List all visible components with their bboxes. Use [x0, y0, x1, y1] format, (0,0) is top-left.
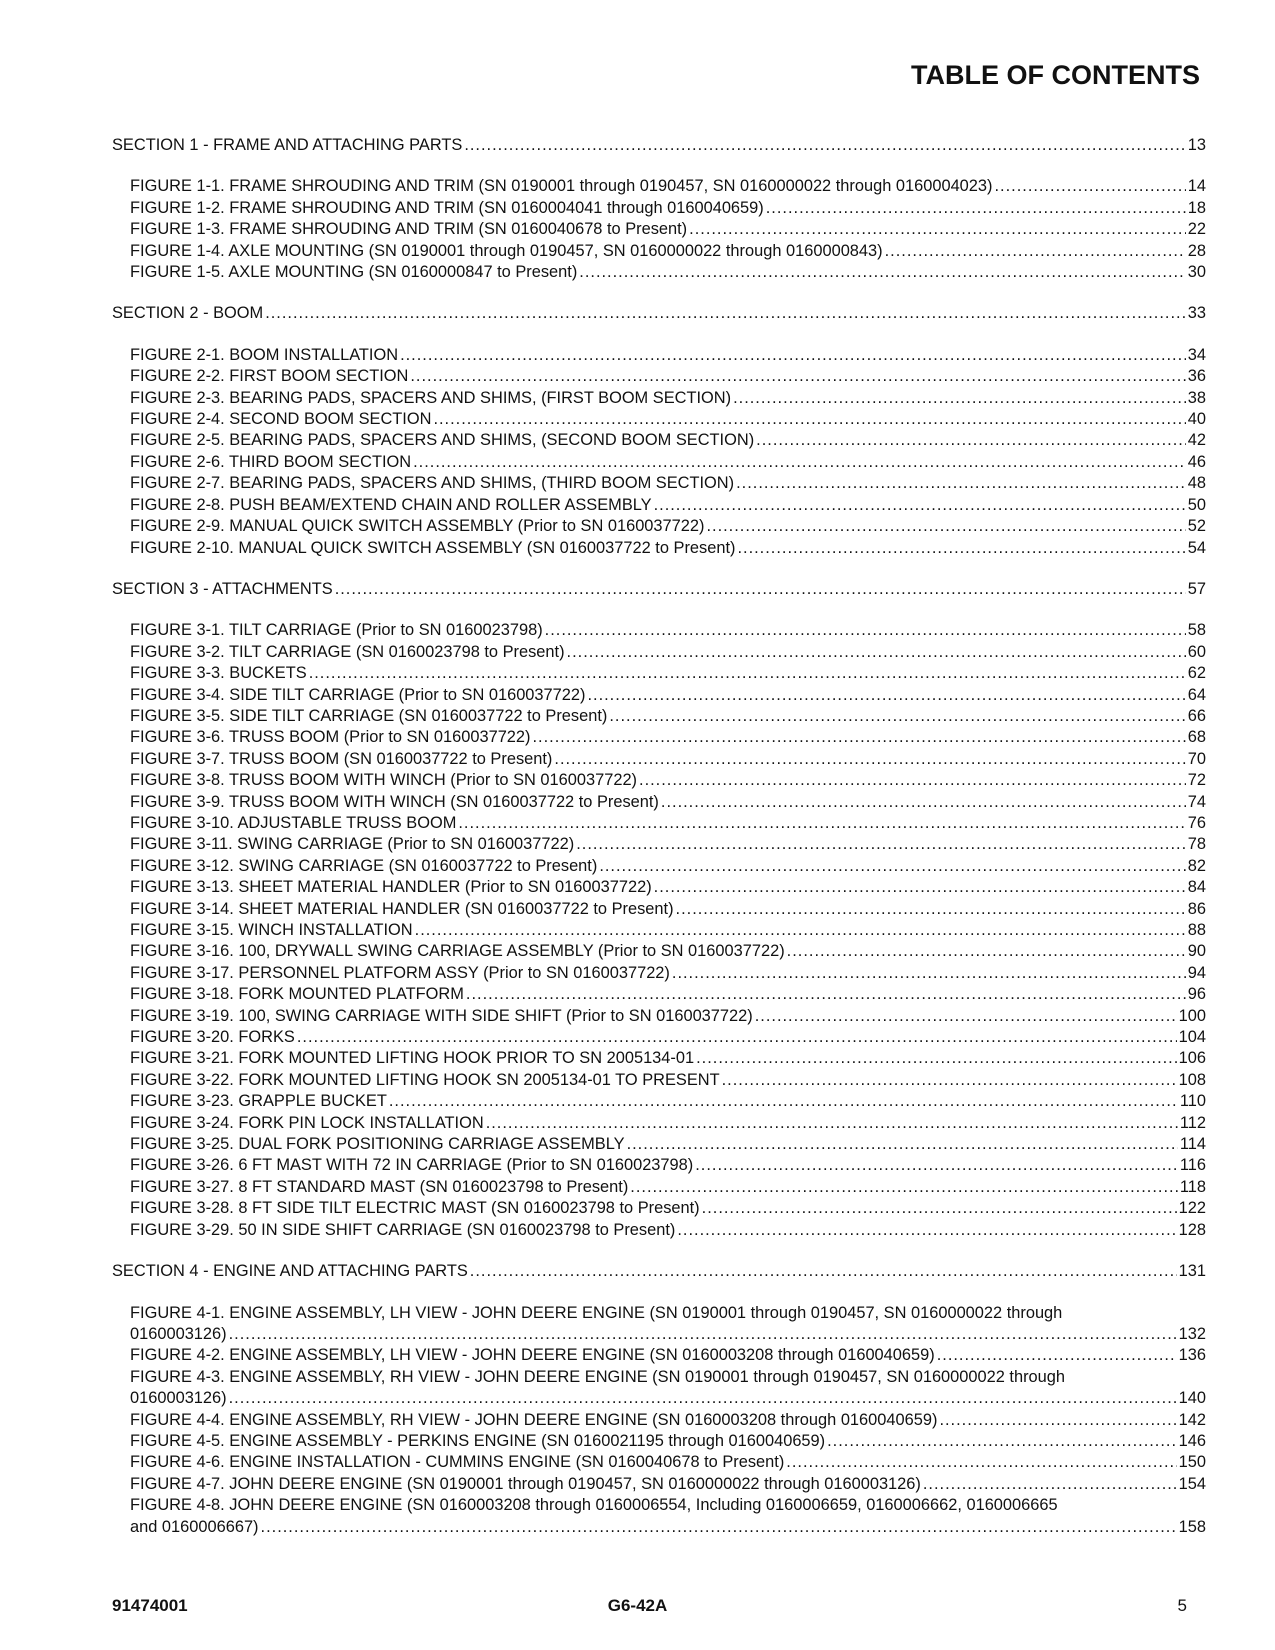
toc-page-number: 76 [1187, 813, 1206, 832]
toc-entry-label: FIGURE 3-29. 50 IN SIDE SHIFT CARRIAGE (SN 0160023798 to Present) [130, 1220, 676, 1239]
toc-page-number: 64 [1187, 685, 1206, 704]
toc-entry-label: FIGURE 3-21. FORK MOUNTED LIFTING HOOK PRIOR TO SN 2005134-01 [130, 1049, 695, 1068]
toc-figure-entry[interactable] [112, 1027, 1206, 1048]
toc-page-number: 14 [1187, 177, 1206, 196]
dot-leader [335, 579, 1186, 600]
dot-leader [937, 1345, 1177, 1366]
toc-page-number: 100 [1178, 1006, 1206, 1025]
dot-leader [389, 1091, 1178, 1112]
table-of-contents [112, 135, 1206, 1538]
toc-entry-label: FIGURE 3-13. SHEET MATERIAL HANDLER (Prior to SN 0160037722) [130, 878, 652, 897]
toc-section-entry[interactable] [112, 579, 1206, 600]
dot-leader [265, 303, 1186, 324]
toc-page-number: 110 [1179, 1092, 1206, 1111]
dot-leader [309, 663, 1186, 684]
dot-leader [786, 1452, 1176, 1473]
toc-entry-label: FIGURE 4-3. ENGINE ASSEMBLY, RH VIEW - JOHN DEERE ENGINE (SN 0190001 through 0190457, SN 0160000022 through [130, 1367, 1066, 1386]
toc-entry-label: FIGURE 3-17. PERSONNEL PLATFORM ASSY (Prior to SN 0160037722) [130, 963, 670, 982]
dot-leader [433, 409, 1185, 430]
toc-figure-entry[interactable] [112, 219, 1206, 240]
dot-leader [579, 262, 1185, 283]
dot-leader [737, 538, 1185, 559]
toc-entry-label: FIGURE 2-7. BEARING PADS, SPACERS AND SHIMS, (THIRD BOOM SECTION) [130, 474, 735, 493]
toc-entry-label: FIGURE 3-25. DUAL FORK POSITIONING CARRIAGE ASSEMBLY [130, 1135, 625, 1154]
dot-leader [630, 1177, 1178, 1198]
dot-leader [755, 1006, 1177, 1027]
toc-page-number: 70 [1187, 749, 1206, 768]
toc-figure-entry[interactable] [112, 241, 1206, 262]
toc-entry-label: FIGURE 3-6. TRUSS BOOM (Prior to SN 0160037722) [130, 728, 531, 747]
toc-entry-label: SECTION 2 - BOOM [112, 304, 264, 323]
toc-figure-entry[interactable] [112, 345, 1206, 366]
toc-page-number: 22 [1187, 220, 1206, 239]
toc-entry-label: FIGURE 4-7. JOHN DEERE ENGINE (SN 0190001 through 0190457, SN 0160000022 through 0160003126) [130, 1474, 921, 1493]
toc-figure-entry[interactable] [112, 1345, 1206, 1366]
dot-leader [661, 792, 1186, 813]
dot-leader [229, 1324, 1177, 1345]
dot-leader [695, 1155, 1178, 1176]
dot-leader [733, 388, 1186, 409]
toc-figure-entry[interactable] [112, 877, 1206, 898]
toc-entry-label: FIGURE 1-2. FRAME SHROUDING AND TRIM (SN 0160004041 through 0160040659) [130, 198, 764, 217]
toc-page-number: 78 [1187, 835, 1206, 854]
toc-figure-entry[interactable] [112, 1452, 1206, 1473]
dot-leader [995, 176, 1186, 197]
toc-entry-label: FIGURE 4-6. ENGINE INSTALLATION - CUMMINS ENGINE (SN 0160040678 to Present) [130, 1453, 785, 1472]
toc-figure-entry[interactable] [112, 1324, 1206, 1345]
dot-leader [576, 834, 1186, 855]
toc-entry-label: FIGURE 3-24. FORK PIN LOCK INSTALLATION [130, 1113, 484, 1132]
toc-page-number: 72 [1187, 771, 1206, 790]
toc-figure-entry[interactable] [112, 813, 1206, 834]
toc-page-number: 88 [1187, 921, 1206, 939]
dot-leader [827, 1431, 1177, 1452]
toc-page-number: 52 [1187, 517, 1206, 536]
toc-page-number: 108 [1178, 1070, 1206, 1089]
dot-leader [689, 219, 1186, 240]
toc-entry-first-line[interactable] [112, 1303, 1206, 1324]
dot-leader [486, 1113, 1178, 1134]
toc-figure-entry[interactable] [112, 1134, 1206, 1155]
footer-page-number: 5 [1177, 1596, 1187, 1615]
toc-page-number: 74 [1187, 792, 1206, 811]
dot-leader [400, 345, 1186, 366]
toc-entry-label: FIGURE 3-26. 6 FT MAST WITH 72 IN CARRIAGE (Prior to SN 0160023798) [130, 1156, 694, 1175]
toc-page-number: 116 [1179, 1156, 1206, 1175]
toc-entry-label: FIGURE 4-1. ENGINE ASSEMBLY, LH VIEW - JOHN DEERE ENGINE (SN 0190001 through 0190457, SN 0160000022 through [130, 1303, 1063, 1322]
toc-figure-entry[interactable] [112, 856, 1206, 877]
toc-figure-entry[interactable] [112, 1070, 1206, 1091]
toc-entry-label: 0160003126) [130, 1324, 227, 1343]
toc-page-number: 34 [1187, 345, 1206, 364]
toc-page-number: 84 [1187, 878, 1206, 897]
toc-figure-entry[interactable] [112, 1006, 1206, 1027]
toc-page-number: 46 [1187, 452, 1206, 471]
toc-entry-label: FIGURE 3-23. GRAPPLE BUCKET [130, 1092, 387, 1111]
toc-entry-label: FIGURE 3-15. WINCH INSTALLATION [130, 921, 413, 939]
toc-figure-entry[interactable] [112, 1177, 1206, 1198]
toc-figure-entry[interactable] [112, 941, 1206, 962]
toc-entry-label: FIGURE 4-5. ENGINE ASSEMBLY - PERKINS ENGINE (SN 0160021195 through 0160040659) [130, 1431, 826, 1450]
toc-entry-label: FIGURE 1-3. FRAME SHROUDING AND TRIM (SN 0160040678 to Present) [130, 220, 688, 239]
toc-figure-entry[interactable] [112, 792, 1206, 813]
dot-leader [297, 1027, 1177, 1048]
dot-leader [787, 941, 1186, 962]
dot-leader [413, 452, 1186, 473]
toc-page-number: 146 [1178, 1431, 1206, 1450]
toc-figure-entry[interactable] [112, 473, 1206, 494]
toc-page-number: 54 [1187, 538, 1206, 557]
toc-entry-label: FIGURE 4-8. JOHN DEERE ENGINE (SN 0160003208 through 0160006554, Including 0160006659, 0160006662, 0160006665 [130, 1496, 1058, 1515]
toc-figure-entry[interactable] [112, 663, 1206, 684]
toc-figure-entry[interactable] [112, 1113, 1206, 1134]
toc-page-number: 112 [1179, 1113, 1206, 1132]
toc-page-number: 140 [1178, 1389, 1206, 1408]
dot-leader [654, 877, 1186, 898]
toc-section-entry[interactable] [112, 303, 1206, 324]
toc-page-number: 154 [1178, 1474, 1206, 1493]
toc-figure-entry[interactable] [112, 963, 1206, 984]
dot-leader [672, 963, 1186, 984]
toc-page-number: 40 [1187, 410, 1206, 429]
dot-leader [229, 1388, 1177, 1409]
toc-entry-label: FIGURE 2-5. BEARING PADS, SPACERS AND SHIMS, (SECOND BOOM SECTION) [130, 431, 755, 450]
dot-leader [545, 620, 1186, 641]
toc-page-number: 50 [1187, 495, 1206, 514]
toc-page-number: 128 [1178, 1220, 1206, 1239]
toc-page-number: 68 [1187, 728, 1206, 747]
toc-entry-label: FIGURE 3-2. TILT CARRIAGE (SN 0160023798 to Present) [130, 642, 565, 661]
toc-entry-label: FIGURE 3-1. TILT CARRIAGE (Prior to SN 0160023798) [130, 621, 543, 640]
toc-entry-label: SECTION 4 - ENGINE AND ATTACHING PARTS [112, 1262, 468, 1281]
toc-page-number: 30 [1187, 263, 1206, 282]
toc-figure-entry[interactable] [112, 1388, 1206, 1409]
toc-page-number: 36 [1187, 367, 1206, 386]
dot-leader [533, 727, 1186, 748]
footer-document-number: 91474001 [112, 1596, 188, 1615]
toc-figure-entry[interactable] [112, 1155, 1206, 1176]
toc-entry-label: FIGURE 3-12. SWING CARRIAGE (SN 0160037722 to Present) [130, 856, 598, 875]
toc-entry-label: FIGURE 3-11. SWING CARRIAGE (Prior to SN 0160037722) [130, 835, 575, 854]
toc-entry-label: FIGURE 2-1. BOOM INSTALLATION [130, 345, 399, 364]
toc-section-entry[interactable] [112, 135, 1206, 156]
footer-model: G6-42A [607, 1596, 668, 1615]
toc-entry-label: FIGURE 3-19. 100, SWING CARRIAGE WITH SIDE SHIFT (Prior to SN 0160037722) [130, 1006, 753, 1025]
toc-figure-entry[interactable] [112, 495, 1206, 516]
toc-figure-entry[interactable] [112, 516, 1206, 537]
toc-figure-entry[interactable] [112, 1517, 1206, 1538]
dot-leader [706, 516, 1185, 537]
dot-leader [464, 135, 1185, 156]
toc-page-number: 58 [1187, 621, 1206, 640]
dot-leader [676, 899, 1186, 920]
dot-leader [410, 366, 1185, 387]
toc-page-number: 114 [1179, 1135, 1206, 1154]
dot-leader [766, 198, 1186, 219]
dot-leader [567, 642, 1186, 663]
toc-entry-label: FIGURE 2-6. THIRD BOOM SECTION [130, 452, 412, 471]
toc-figure-entry[interactable] [112, 1410, 1206, 1431]
toc-page-number: 62 [1187, 664, 1206, 683]
toc-entry-label: FIGURE 2-10. MANUAL QUICK SWITCH ASSEMBLY (SN 0160037722 to Present) [130, 538, 736, 557]
dot-leader [923, 1474, 1177, 1495]
toc-entry-label: FIGURE 3-22. FORK MOUNTED LIFTING HOOK SN 2005134-01 TO PRESENT [130, 1070, 720, 1089]
toc-page-number: 13 [1187, 136, 1206, 154]
toc-entry-label: FIGURE 3-7. TRUSS BOOM (SN 0160037722 to Present) [130, 749, 553, 768]
dot-leader [722, 1070, 1177, 1091]
toc-figure-entry[interactable] [112, 452, 1206, 473]
toc-entry-label: FIGURE 4-4. ENGINE ASSEMBLY, RH VIEW - JOHN DEERE ENGINE (SN 0160003208 through 0160040659) [130, 1410, 938, 1429]
toc-entry-label: FIGURE 3-3. BUCKETS [130, 664, 307, 683]
toc-entry-label: FIGURE 2-3. BEARING PADS, SPACERS AND SHIMS, (FIRST BOOM SECTION) [130, 388, 732, 407]
toc-figure-entry[interactable] [112, 1474, 1206, 1495]
page-title: TABLE OF CONTENTS [911, 60, 1200, 90]
toc-figure-entry[interactable] [112, 727, 1206, 748]
dot-leader [696, 1048, 1177, 1069]
toc-page-number: 60 [1187, 642, 1206, 661]
dot-leader [677, 1220, 1176, 1241]
toc-figure-entry[interactable] [112, 538, 1206, 559]
toc-entry-label: FIGURE 2-2. FIRST BOOM SECTION [130, 367, 409, 386]
dot-leader [609, 706, 1185, 727]
toc-page-number: 104 [1178, 1028, 1206, 1047]
toc-entry-label: FIGURE 2-9. MANUAL QUICK SWITCH ASSEMBLY (Prior to SN 0160037722) [130, 517, 705, 536]
toc-figure-entry[interactable] [112, 1198, 1206, 1219]
toc-page-number: 90 [1187, 942, 1206, 961]
toc-figure-entry[interactable] [112, 198, 1206, 219]
toc-entry-label: SECTION 1 - FRAME AND ATTACHING PARTS [112, 136, 463, 154]
dot-leader [756, 430, 1186, 451]
toc-page-number: 94 [1187, 963, 1206, 982]
toc-entry-label: FIGURE 1-5. AXLE MOUNTING (SN 0160000847 to Present) [130, 263, 578, 282]
dot-leader [885, 241, 1186, 262]
dot-leader [736, 473, 1186, 494]
toc-page-number: 38 [1187, 388, 1206, 407]
toc-page-number: 131 [1178, 1262, 1206, 1281]
toc-page-number: 57 [1187, 579, 1206, 598]
toc-figure-entry[interactable] [112, 1048, 1206, 1069]
toc-page-number: 96 [1187, 985, 1206, 1004]
dot-leader [654, 495, 1186, 516]
toc-entry-label: FIGURE 3-14. SHEET MATERIAL HANDLER (SN 0160037722 to Present) [130, 899, 674, 918]
toc-entry-label: FIGURE 3-16. 100, DRYWALL SWING CARRIAGE ASSEMBLY (Prior to SN 0160037722) [130, 942, 785, 961]
toc-figure-entry[interactable] [112, 749, 1206, 770]
toc-section-entry[interactable] [112, 1261, 1206, 1282]
dot-leader [261, 1517, 1177, 1538]
toc-entry-label: FIGURE 1-4. AXLE MOUNTING (SN 0190001 through 0190457, SN 0160000022 through 0160000843) [130, 241, 883, 260]
dot-leader [554, 749, 1185, 770]
toc-entry-label: 0160003126) [130, 1389, 227, 1408]
toc-figure-entry[interactable] [112, 1220, 1206, 1241]
toc-entry-first-line[interactable] [112, 1367, 1206, 1388]
toc-figure-entry[interactable] [112, 1091, 1206, 1112]
toc-page-number: 106 [1178, 1049, 1206, 1068]
toc-entry-first-line[interactable] [112, 1495, 1206, 1516]
toc-entry-label: FIGURE 3-5. SIDE TILT CARRIAGE (SN 0160037722 to Present) [130, 706, 608, 725]
toc-entry-label: FIGURE 2-8. PUSH BEAM/EXTEND CHAIN AND ROLLER ASSEMBLY [130, 495, 652, 514]
toc-figure-entry[interactable] [112, 642, 1206, 663]
toc-page-number: 28 [1187, 241, 1206, 260]
toc-page-number: 33 [1187, 304, 1206, 323]
toc-figure-entry[interactable] [112, 388, 1206, 409]
dot-leader [639, 770, 1186, 791]
dot-leader [939, 1410, 1176, 1431]
toc-figure-entry[interactable] [112, 920, 1206, 941]
toc-entry-label: FIGURE 3-20. FORKS [130, 1028, 295, 1047]
toc-entry-label: FIGURE 2-4. SECOND BOOM SECTION [130, 410, 432, 429]
dot-leader [627, 1134, 1178, 1155]
toc-figure-entry[interactable] [112, 706, 1206, 727]
dot-leader [702, 1198, 1177, 1219]
toc-page-number: 158 [1178, 1517, 1206, 1536]
toc-page-number: 136 [1178, 1346, 1206, 1365]
toc-figure-entry[interactable] [112, 1431, 1206, 1452]
dot-leader [470, 1261, 1177, 1282]
toc-entry-label: FIGURE 3-9. TRUSS BOOM WITH WINCH (SN 0160037722 to Present) [130, 792, 659, 811]
toc-figure-entry[interactable] [112, 430, 1206, 451]
toc-figure-entry[interactable] [112, 409, 1206, 430]
toc-entry-label: SECTION 3 - ATTACHMENTS [112, 579, 333, 598]
toc-page-number: 142 [1178, 1410, 1206, 1429]
toc-figure-entry[interactable] [112, 176, 1206, 197]
toc-page-number: 118 [1179, 1177, 1206, 1196]
toc-entry-label: FIGURE 4-2. ENGINE ASSEMBLY, LH VIEW - JOHN DEERE ENGINE (SN 0160003208 through 0160040659) [130, 1346, 935, 1365]
toc-figure-entry[interactable] [112, 770, 1206, 791]
toc-figure-entry[interactable] [112, 685, 1206, 706]
toc-page-number: 42 [1187, 431, 1206, 450]
toc-entry-label: FIGURE 1-1. FRAME SHROUDING AND TRIM (SN 0190001 through 0190457, SN 0160000022 through 0160004023) [130, 177, 993, 196]
toc-entry-label: FIGURE 3-10. ADJUSTABLE TRUSS BOOM [130, 813, 457, 832]
dot-leader [587, 685, 1185, 706]
toc-entry-label: FIGURE 3-8. TRUSS BOOM WITH WINCH (Prior to SN 0160037722) [130, 771, 638, 790]
toc-page-number: 132 [1178, 1324, 1206, 1343]
toc-figure-entry[interactable] [112, 899, 1206, 920]
dot-leader [599, 856, 1185, 877]
toc-page-number: 86 [1187, 899, 1206, 918]
toc-entry-label: FIGURE 3-18. FORK MOUNTED PLATFORM [130, 985, 464, 1004]
dot-leader [415, 920, 1186, 941]
toc-entry-label: FIGURE 3-27. 8 FT STANDARD MAST (SN 0160023798 to Present) [130, 1177, 629, 1196]
toc-figure-entry[interactable] [112, 834, 1206, 855]
toc-page-number: 82 [1187, 856, 1206, 875]
toc-page-number: 48 [1187, 474, 1206, 493]
toc-figure-entry[interactable] [112, 984, 1206, 1005]
toc-page-number: 122 [1178, 1199, 1206, 1218]
toc-page-number: 150 [1178, 1453, 1206, 1472]
toc-figure-entry[interactable] [112, 366, 1206, 387]
toc-entry-label: and 0160006667) [130, 1517, 259, 1536]
toc-page-number: 18 [1187, 198, 1206, 217]
dot-leader [458, 813, 1185, 834]
toc-figure-entry[interactable] [112, 262, 1206, 283]
dot-leader [466, 984, 1186, 1005]
toc-figure-entry[interactable] [112, 620, 1206, 641]
toc-entry-label: FIGURE 3-4. SIDE TILT CARRIAGE (Prior to SN 0160037722) [130, 685, 586, 704]
toc-page-number: 66 [1187, 706, 1206, 725]
toc-entry-label: FIGURE 3-28. 8 FT SIDE TILT ELECTRIC MAST (SN 0160023798 to Present) [130, 1199, 700, 1218]
